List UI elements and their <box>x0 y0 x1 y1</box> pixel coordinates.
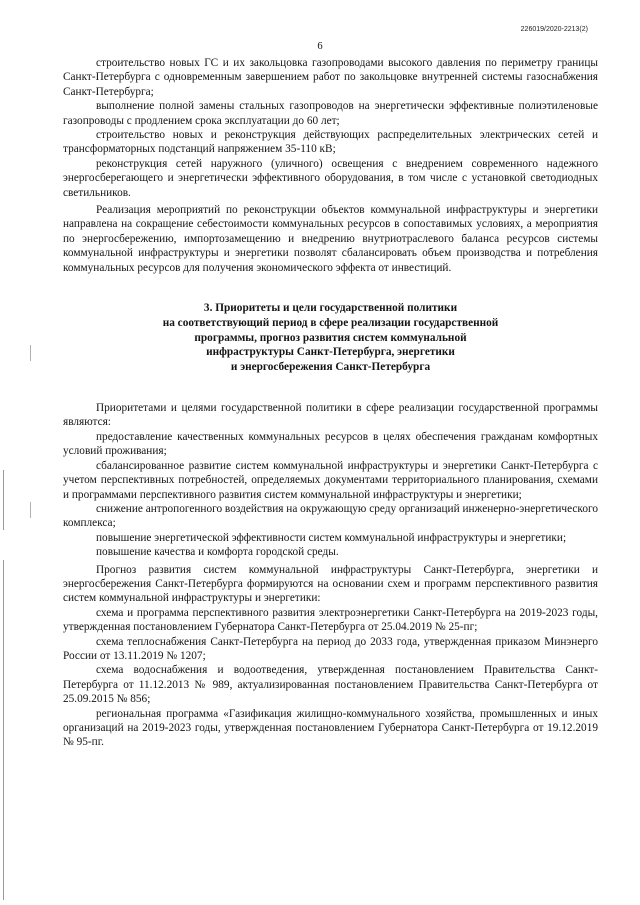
paragraph: строительство новых и реконструкция действующих распределительных электрических сетей и трансформаторных подстанций напряжением 35-110 кВ; <box>63 129 598 156</box>
paragraph: строительство новых ГС и их закольцовка газопроводами высокого давления по периметру границы Санкт-Петербурга с одновременным завершением работ по закольцовке внутренней системы газоснабжения Санкт-Петербурга; <box>63 57 598 98</box>
list-item: схема и программа перспективного развития электроэнергетики Санкт-Петербурга на 2019-2023 годы, утвержденная постановлением Губернатора Санкт-Петербурга от 25.04.2019 № 25-пг; <box>63 606 598 634</box>
paragraph: Приоритетами и целями государственной политики в сфере реализации государственной программы являются: <box>63 402 598 429</box>
paragraph: Прогноз развития систем коммунальной инфраструктуры Санкт-Петербурга, энергетики и энергосбережения Санкт-Петербурга формируются на основании схем и программ перспективного развития систем коммунальной инфраструктуры и энергетики: <box>63 563 598 605</box>
section-heading <box>63 301 598 375</box>
document-body <box>63 56 598 750</box>
scan-edge-mark <box>3 470 4 530</box>
list-item: снижение антропогенного воздействия на окружающую среду организаций инженерно-энергетического комплекса; <box>63 502 598 530</box>
paragraph: Реализация мероприятий по реконструкции объектов коммунальной инфраструктуры и энергетики направлена на сокращение себестоимости коммунальных ресурсов в сопоставимых условиях, а мероприятия по энергосбережению, импортозамещению и внедрению внутриотраслевого баланса ресурсов системы коммунальной инфраструктуры и энергетики позволят сбалансировать объем производства и потребления коммунальных ресурсов для получения экономического эффекта от инвестиций. <box>63 204 598 274</box>
list-item: сбалансированное развитие систем коммунальной инфраструктуры и энергетики Санкт-Петербурга с учетом перспективных потребностей, определяемых документами территориального планирования, схемами и программами перспективного развития систем коммунальной инфраструктуры и энергетики; <box>63 459 598 501</box>
page-number: 6 <box>317 41 323 52</box>
paragraph: выполнение полной замены стальных газопроводов на энергетически эффективные полиэтиленовые газопроводы с продлением срока эксплуатации до 60 лет; <box>63 100 598 127</box>
section-heading-line: на соответствующий период в сфере реализации государственной <box>162 316 499 329</box>
document-number: 226019/2020-2213(2) <box>520 26 588 33</box>
scan-edge-mark <box>3 560 4 900</box>
list-item: региональная программа «Газификация жилищно-коммунального хозяйства, промышленных и иных организаций на 2019-2023 годы, утвержденная постановлением Губернатора Санкт-Петербурга от 19.12.2019 № 95-пг. <box>63 707 598 749</box>
list-item: схема теплоснабжения Санкт-Петербурга на период до 2033 года, утвержденная приказом Минэнерго России от 13.11.2019 № 1207; <box>63 635 598 662</box>
list-item: повышение энергетической эффективности систем коммунальной инфраструктуры и энергетики; <box>96 531 567 544</box>
section-heading-line: программы, прогноз развития систем коммунальной <box>194 331 467 344</box>
section-heading-line: 3. Приоритеты и цели государственной политики <box>203 302 458 315</box>
paragraph: реконструкция сетей наружного (уличного) освещения с внедрением современного надежного энергосберегающего и энергетически эффективного оборудования, в том числе с установкой светодиодных светильников. <box>63 157 598 199</box>
section-heading-line: и энергосбережения Санкт-Петербурга <box>230 361 431 374</box>
scan-edge-mark <box>30 345 31 361</box>
list-item: схема водоснабжения и водоотведения, утвержденная постановлением Правительства Санкт-Петербурга от 11.12.2013 № 989, актуализированная постановлением Правительства Санкт-Петербурга от 25.09.2015 № 856; <box>63 664 598 706</box>
scan-edge-mark <box>30 502 31 518</box>
list-item: повышение качества и комфорта городской среды. <box>96 546 339 559</box>
section-heading-line: инфраструктуры Санкт-Петербурга, энергетики <box>206 346 455 359</box>
list-item: предоставление качественных коммунальных ресурсов в целях обеспечения гражданам комфортных условий проживания; <box>63 430 598 458</box>
